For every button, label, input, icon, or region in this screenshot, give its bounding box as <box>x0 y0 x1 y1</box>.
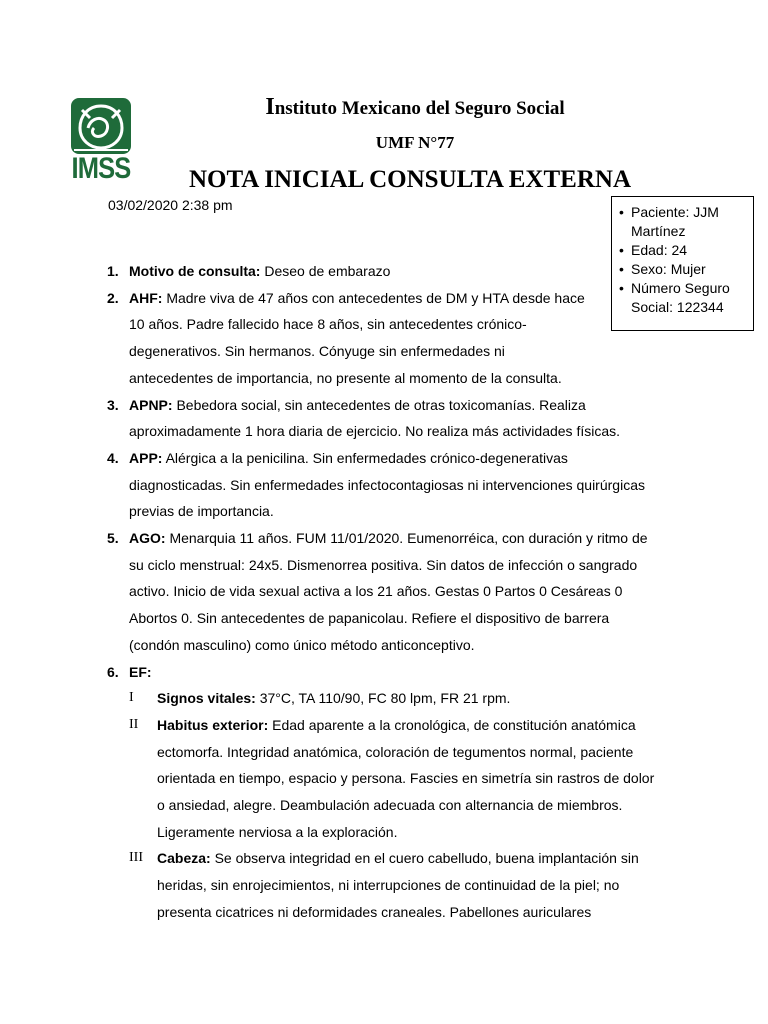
note-content <box>0 258 768 926</box>
bullet-icon: • <box>619 261 624 277</box>
patient-info-text: Edad: 24 <box>631 242 688 258</box>
bullet-icon: • <box>619 204 624 220</box>
item-label: AGO: <box>129 530 166 547</box>
item-text: Alérgica a la penicilina. Sin enfermedades crónico-degenerativas diagnosticadas. Sin enfermedades infectocontagiosas ni intervenciones quirúrgicas previas de importancia. <box>129 449 645 520</box>
sub-list-item <box>129 845 657 925</box>
sub-list-item <box>129 712 657 846</box>
list-item <box>107 285 589 392</box>
patient-info-text: Sexo: Mujer <box>631 261 706 277</box>
list-item <box>107 392 659 445</box>
item-label: APNP: <box>129 396 173 413</box>
item-label: AHF: <box>129 289 163 306</box>
item-label: Motivo de consulta: <box>129 263 261 279</box>
page-title: NOTA INICIAL CONSULTA EXTERNA <box>188 166 632 193</box>
item-text: Menarquia 11 años. FUM 11/01/2020. Eumenorréica, con duración y ritmo de su ciclo menstrual: 24x5. Dismenorrea positiva. Sin datos de infección o sangrado activo. Inicio de vida sexual activa a los 21 años. Gestas 0 Partos 0 Cesáreas 0 Abortos 0. Sin antecedentes de papanicolau. Refiere el dispositivo de barrera (condón masculino) como único método anticonceptivo. <box>129 530 648 653</box>
institute-initial: I <box>265 94 275 120</box>
patient-info-item <box>616 203 749 241</box>
umf-number: UMF N°77 <box>375 133 455 152</box>
item-number: 6. <box>107 663 119 680</box>
item-number: 5. <box>107 530 119 547</box>
sub-item-text: Se observa integridad en el cuero cabelludo, buena implantación sin heridas, sin enrojecimientos, ni interrupciones de continuidad de la piel; no presenta cicatrices ni deformidades craneales. Pabellones auriculares <box>157 850 639 920</box>
roman-numeral: III <box>129 850 143 866</box>
institute-rest: nstituto Mexicano del Seguro Social <box>274 98 565 119</box>
item-text: Deseo de embarazo <box>260 263 391 279</box>
institute-name <box>200 94 630 121</box>
list-item <box>107 525 659 659</box>
bullet-icon: • <box>619 280 624 296</box>
list-item <box>107 445 659 525</box>
list-item <box>107 659 659 686</box>
item-label: APP: <box>129 449 163 466</box>
sub-item-label: Signos vitales: <box>157 690 256 707</box>
numbered-list <box>0 258 768 685</box>
item-text: Bebedora social, sin antecedentes de otras toxicomanías. Realiza aproximadamente 1 hora diaria de ejercicio. No realiza más actividades físicas. <box>129 396 621 440</box>
logo-text: IMSS <box>71 152 131 185</box>
patient-info-text: Número Seguro Social: 122344 <box>631 280 730 315</box>
bullet-icon: • <box>619 242 624 258</box>
sub-item-label: Habitus exterior: <box>157 716 269 733</box>
item-number: 2. <box>107 289 119 306</box>
imss-logo <box>68 98 134 188</box>
sub-list-item <box>129 685 657 712</box>
sub-item-text: Edad aparente a la cronológica, de constitución anatómica ectomorfa. Integridad anatómica, coloración de tegumentos normal, paciente orientada en tiempo, espacio y persona. Fascies en simetría sin rastros de dolor o ansiedad, alegre. Deambulación adecuada con alternancia de miembros. Ligeramente nerviosa a la exploración. <box>157 716 655 840</box>
sub-item-label: Cabeza: <box>157 850 211 867</box>
item-number: 3. <box>107 396 119 413</box>
roman-numeral: II <box>129 716 139 732</box>
item-text: Madre viva de 47 años con antecedentes de DM y HTA desde hace 10 años. Padre fallecido hace 8 años, sin antecedentes crónico-degenerativos. Sin hermanos. Cónyuge sin enfermedades ni antecedentes de importancia, no presente al momento de la consulta. <box>129 289 585 386</box>
sub-item-text: 37°C, TA 110/90, FC 80 lpm, FR 21 rpm. <box>255 690 511 707</box>
roman-list <box>0 685 768 925</box>
note-datetime: 03/02/2020 2:38 pm <box>108 197 233 213</box>
item-label: EF: <box>129 663 152 680</box>
list-item <box>107 258 659 285</box>
item-number: 4. <box>107 449 119 466</box>
patient-info-text: Paciente: JJM Martínez <box>631 204 719 239</box>
item-number: 1. <box>107 263 119 279</box>
roman-numeral: I <box>129 690 134 706</box>
